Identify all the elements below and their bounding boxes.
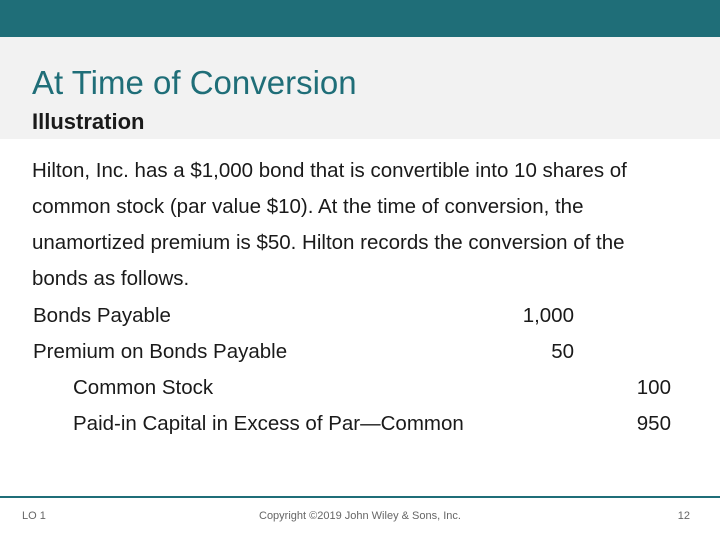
debit-amount: 1,000 [522, 304, 574, 327]
credit-amount: 950 [636, 412, 671, 435]
slide-subtitle: Illustration [32, 109, 145, 134]
journal-row [0, 376, 720, 412]
learning-objective-label: LO 1 [22, 510, 46, 522]
journal-row [0, 304, 720, 340]
copyright-notice: Copyright ©2019 John Wiley & Sons, Inc. [259, 510, 461, 522]
slide-footer [0, 496, 720, 542]
body-paragraph: Hilton, Inc. has a $1,000 bond that is convertible into 10 shares of common stock (par value $10). At the time of conversion, the unamortized premium is $50. Hilton records the conversion of the bonds as follows. [32, 159, 627, 290]
top-accent-bar [0, 0, 720, 37]
slide-title: At Time of Conversion [32, 64, 357, 101]
journal-row [0, 412, 720, 448]
account-name: Premium on Bonds Payable [33, 340, 288, 363]
journal-row [0, 340, 720, 376]
page-number: 12 [677, 510, 690, 522]
credit-amount: 100 [636, 376, 671, 399]
account-name: Paid-in Capital in Excess of Par—Common [73, 412, 464, 435]
account-name: Bonds Payable [33, 304, 171, 327]
debit-amount: 50 [551, 340, 574, 363]
account-name: Common Stock [73, 376, 214, 399]
